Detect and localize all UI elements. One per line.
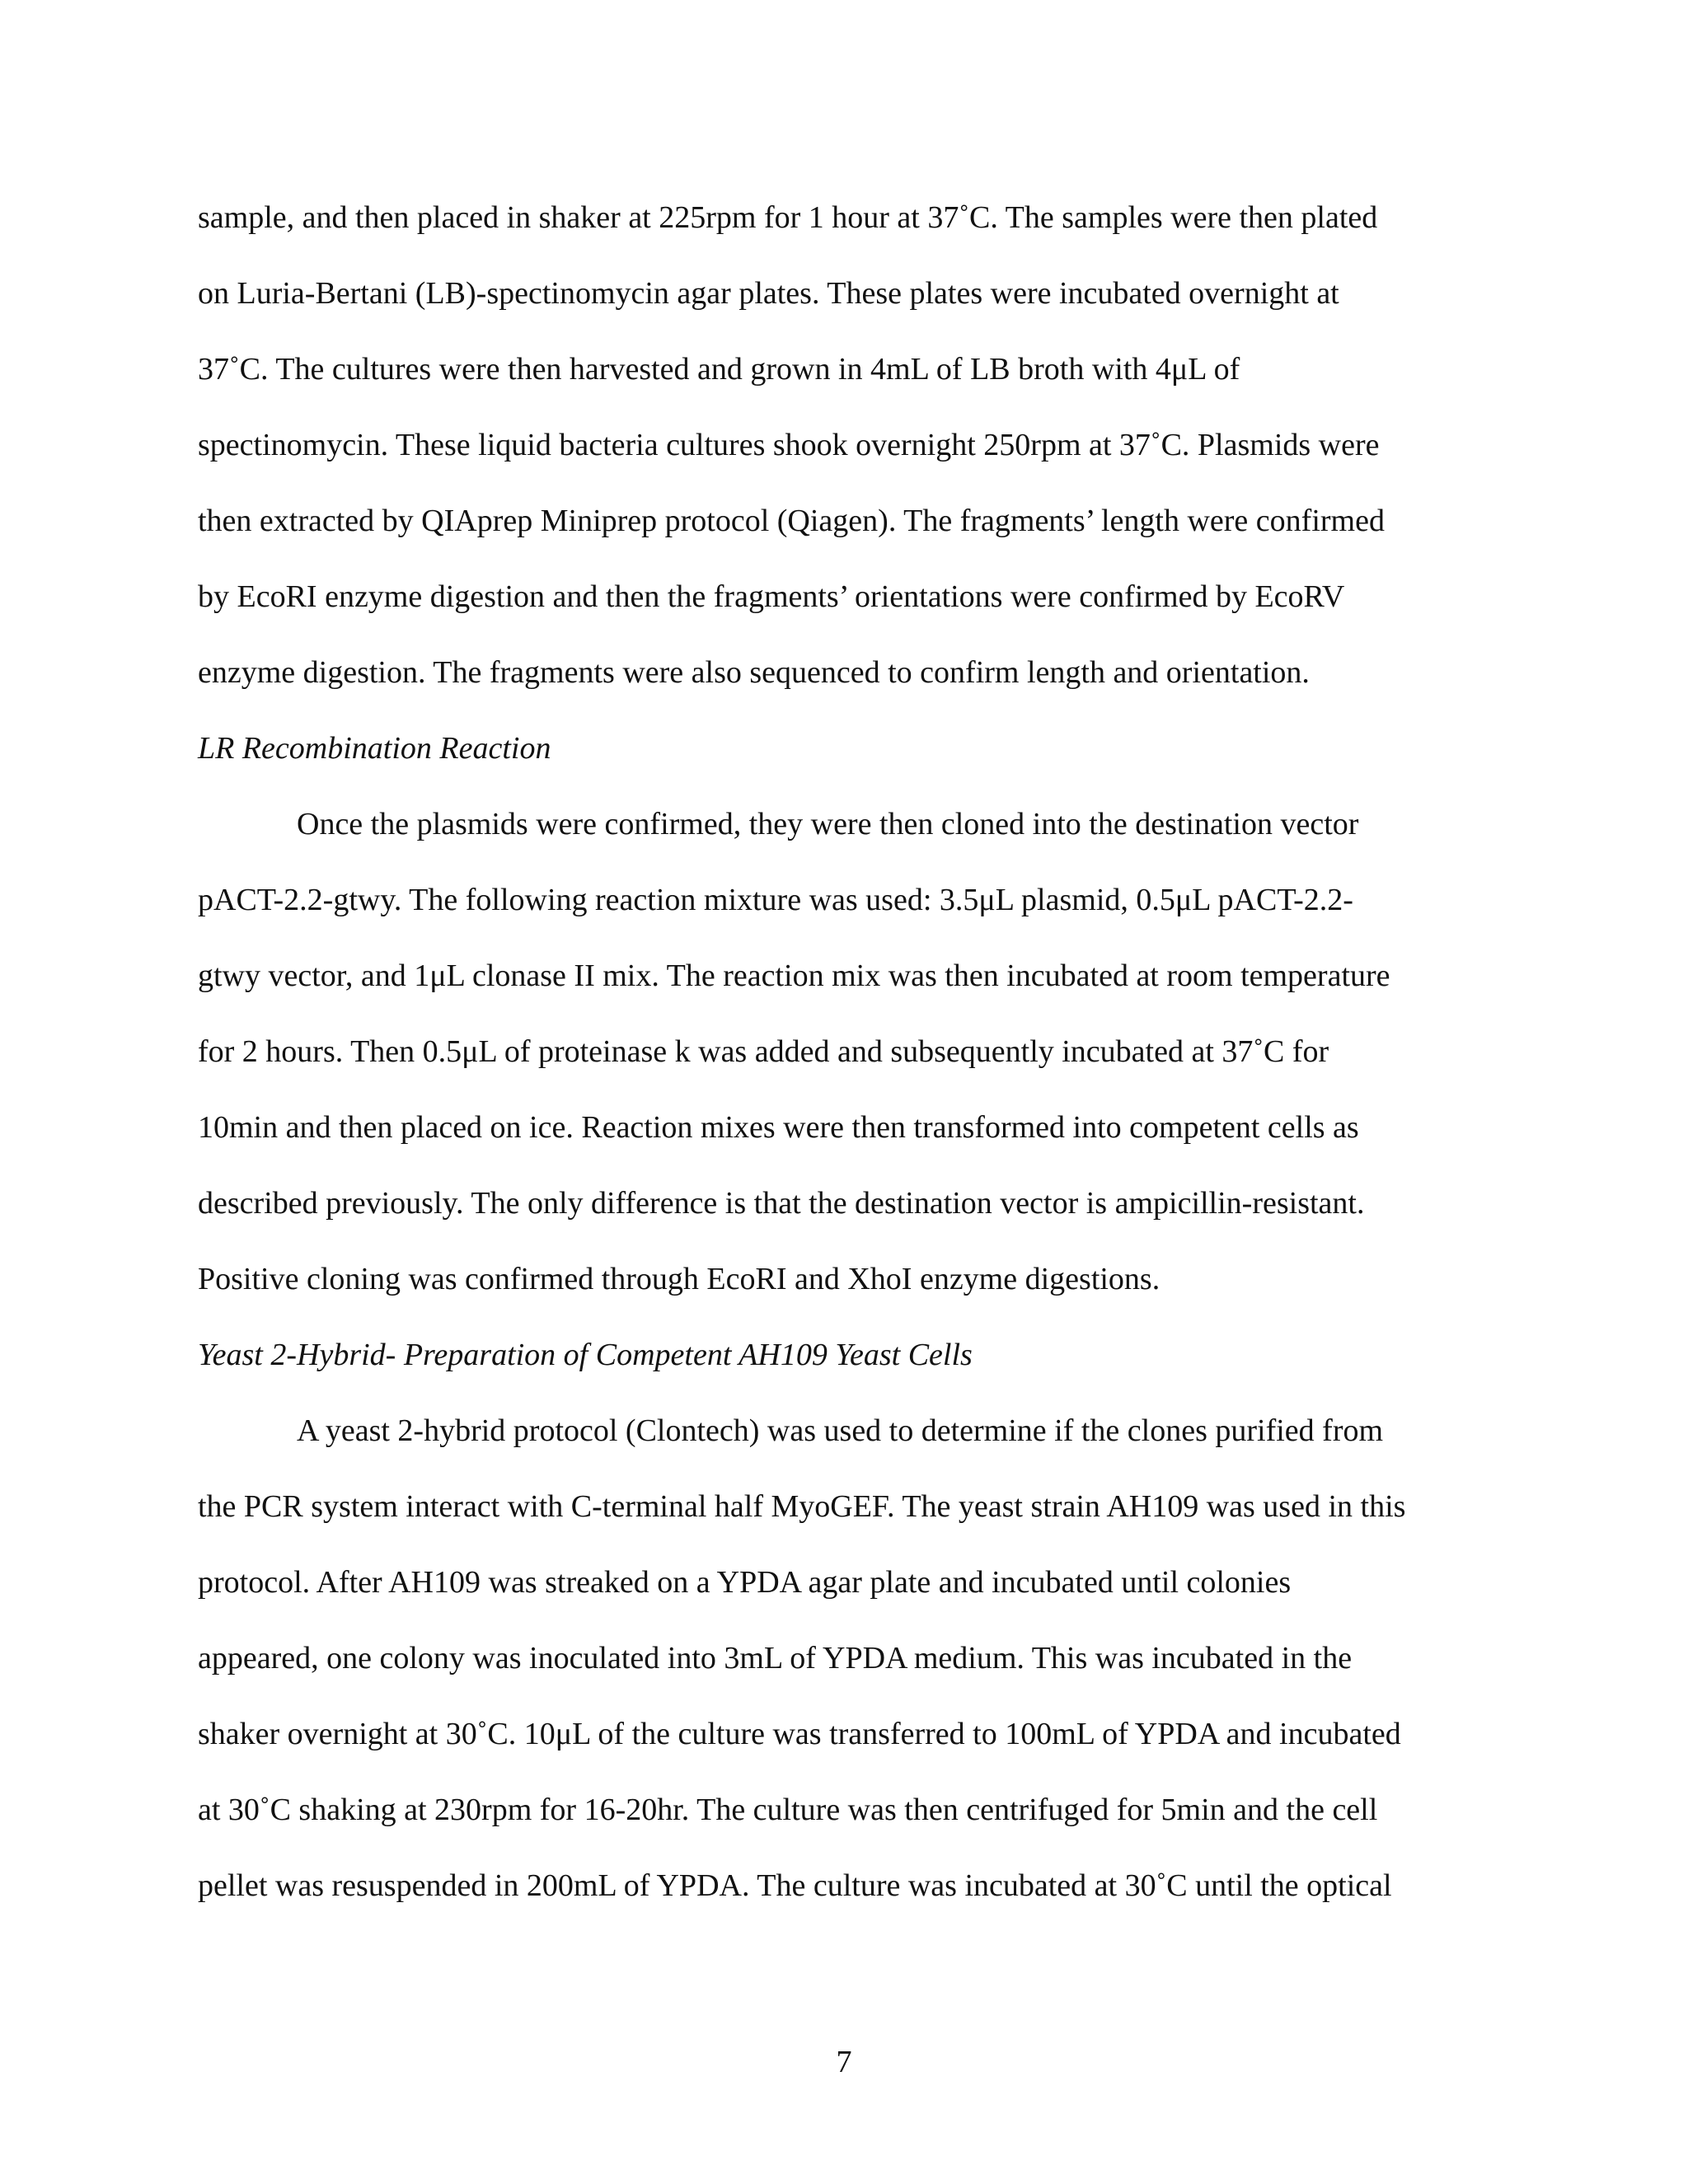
body-line: by EcoRI enzyme digestion and then the fragments’ orientations were confirmed by EcoRV <box>198 579 1345 614</box>
body-line: appeared, one colony was inoculated into 3mL of YPDA medium. This was incubated in the <box>198 1641 1353 1675</box>
body-line: shaker overnight at 30˚C. 10μL of the culture was transferred to 100mL of YPDA and incubated <box>198 1717 1401 1751</box>
body-line: the PCR system interact with C-terminal half MyoGEF. The yeast strain AH109 was used in this <box>198 1489 1406 1524</box>
body-line: then extracted by QIAprep Miniprep protocol (Qiagen). The fragments’ length were confirmed <box>198 504 1385 538</box>
section-heading-yeast-2-hybrid: Yeast 2-Hybrid- Preparation of Competent AH109 Yeast Cells <box>198 1338 973 1372</box>
body-line: 37˚C. The cultures were then harvested and grown in 4mL of LB broth with 4μL of <box>198 352 1240 387</box>
body-line: on Luria-Bertani (LB)-spectinomycin agar plates. These plates were incubated overnight at <box>198 276 1339 311</box>
body-line: protocol. After AH109 was streaked on a YPDA agar plate and incubated until colonies <box>198 1565 1292 1600</box>
body-line: at 30˚C shaking at 230rpm for 16-20hr. The culture was then centrifuged for 5min and the cell <box>198 1793 1378 1827</box>
body-line: gtwy vector, and 1μL clonase II mix. The reaction mix was then incubated at room temperature <box>198 958 1390 993</box>
page-number: 7 <box>836 2045 852 2079</box>
body-line: Positive cloning was confirmed through EcoRI and XhoI enzyme digestions. <box>198 1262 1160 1296</box>
body-line: for 2 hours. Then 0.5μL of proteinase k was added and subsequently incubated at 37˚C for <box>198 1034 1329 1069</box>
document-body <box>198 193 1533 1937</box>
body-line: sample, and then placed in shaker at 225rpm for 1 hour at 37˚C. The samples were then plated <box>198 200 1378 235</box>
body-line: enzyme digestion. The fragments were also sequenced to confirm length and orientation. <box>198 655 1310 690</box>
paragraph-first-line: A yeast 2-hybrid protocol (Clontech) was used to determine if the clones purified from <box>297 1413 1384 1448</box>
body-line: described previously. The only difference is that the destination vector is ampicillin-resistant. <box>198 1186 1365 1221</box>
body-line: pellet was resuspended in 200mL of YPDA. The culture was incubated at 30˚C until the optical <box>198 1868 1392 1903</box>
paragraph-first-line: Once the plasmids were confirmed, they were then cloned into the destination vector <box>297 807 1359 841</box>
body-line: spectinomycin. These liquid bacteria cultures shook overnight 250rpm at 37˚C. Plasmids were <box>198 428 1380 462</box>
body-line: pACT-2.2-gtwy. The following reaction mixture was used: 3.5μL plasmid, 0.5μL pACT-2.2- <box>198 883 1353 917</box>
section-heading-lr-recombination: LR Recombination Reaction <box>198 731 551 766</box>
body-line: 10min and then placed on ice. Reaction mixes were then transformed into competent cells as <box>198 1110 1359 1145</box>
